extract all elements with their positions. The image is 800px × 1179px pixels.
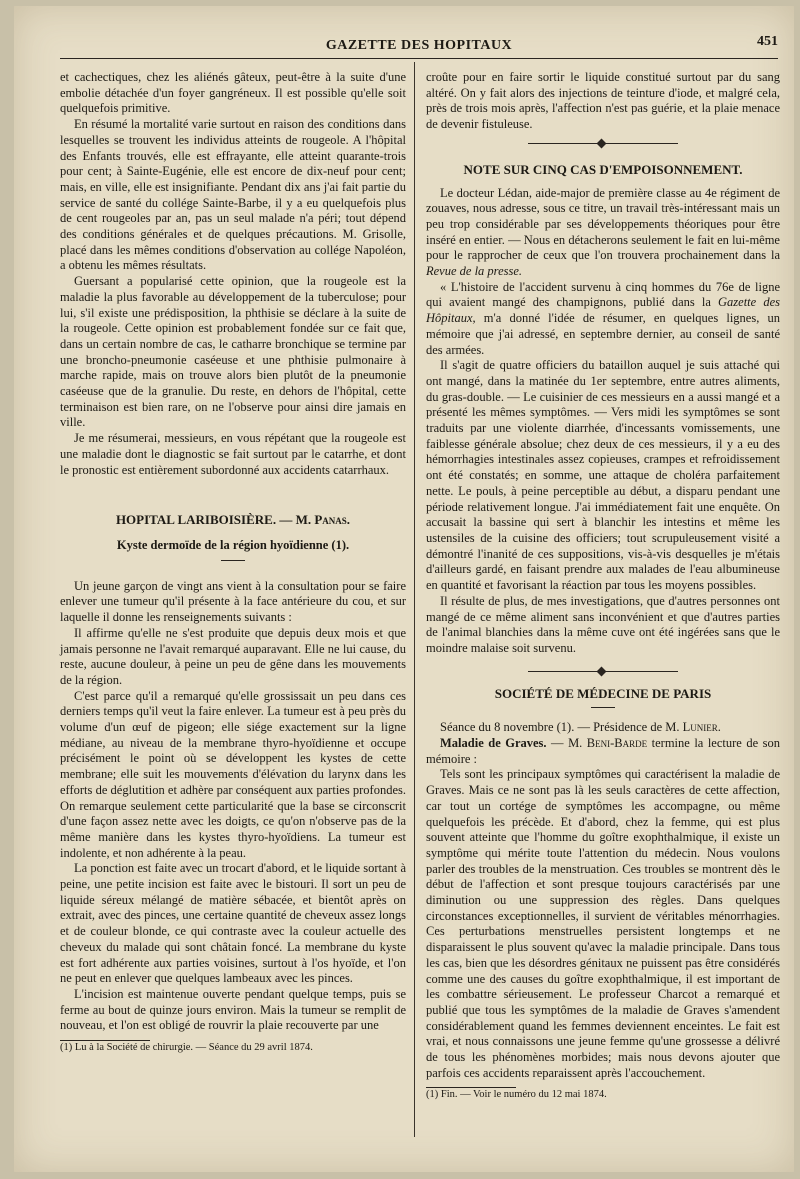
paragraph: En résumé la mortalité varie surtout en raison des conditions dans lesquelles se trouvent les individus atteints de rougeole. A l'hôpital des Enfants trouvés, elle est effrayante, elle atteint quarante-trois pour cent; à Sainte-Eugénie, elle est encore de dix-neuf pour cent; mais, en ville, elle est insignifiante. Pendant dix ans j'ai fait partie du service de santé du collége Sainte-Barbe, il y a eu quelquefois plus de cent rougeoles par an, pas un seul malade n'a péri; tout dépend des conditions générales et de quelques précautions. M. Grisolle, placé dans les mêmes conditions d'observation au collége Napoléon, a obtenu les mêmes résultats. (60, 117, 406, 273)
paragraph: Guersant a popularisé cette opinion, que la rougeole est la maladie la plus favorable au développement de la tuberculose; pour lui, s'il existe une prédisposition, la phthisie se déclare à la suite de la rougeole. Cette opinion est probablement fondée sur ce fait que, dans un certain nombre de cas, le catharre bronchique se termine par une broncho-pneumonie caséeuse et une phthisie pulmonaire à marche rapide, mais on trouve alors bien plutôt de la pneumonie caséeuse que de la granulie. Du reste, en dehors de l'hôpital, cette terminaison est bien rare, on ne l'observe pour ainsi dire jamais en ville. (60, 274, 406, 430)
section-doctor: Panas. (314, 512, 351, 528)
case-title: Kyste dermoïde de la région hyoïdienne (1). (116, 537, 350, 552)
page-header (60, 32, 778, 59)
president-name: Lunier. (682, 720, 721, 735)
journal-name: Gazette des Hôpitaux, (426, 295, 780, 326)
paragraph: Il affirme qu'elle ne s'est produite que depuis deux mois et que jamais personne ne l'avait remarqué auparavant. Elle ne lui cause, du reste, aucune douleur, à peine un peu de gêne dans les mouvements de la région. (60, 625, 406, 687)
text-run: « L'histoire de l'accident survenu à cinq hommes du 76e de ligne qui avaient mangé des champignons, publié dans la (426, 279, 780, 310)
paragraph (426, 720, 780, 736)
paragraph: Un jeune garçon de vingt ans vient à la consultation pour se faire enlever une tumeur qu'il présente à la face antérieure du cou, et sur laquelle il donne les renseignements suivants : (60, 578, 406, 625)
paragraph: Il s'agit de quatre officiers du bataillon auquel je suis attaché qui ont mangé, dans la matinée du 1er septembre, entre autres aliments, du gras-double. — Le cuisinier de ces messieurs en a aussi mangé et a présenté les mêmes symptômes. — Vers midi les symptômes se sont traduits par une violente diarrhée, d'incessants vomissements, une faiblesse générale absolue; chez deux de ces messieurs, il y a eu des hémorrhagies intestinales assez copieuses, crampes et refroidissement ont été constatés; en somme, une attaque de choléra parfaitement nette. Le pouls, à peine perceptible au début, a disparu pendant une période relativement longue. J'ai immédiatement fait une enquête. On accusait la bassine qui sert à blanchir les intestins et même les ustensiles de la cuisine des officiers; tout scrupuleusement visité a démontré l'inanité de ces suppositions, vis-à-vis desquelles je m'étais d'ailleurs gardé, en faisant prendre aux malades de l'eau albumineuse en quantité et favorisant la réaction par tous les moyens possibles. (426, 358, 780, 593)
paragraph: Tels sont les principaux symptômes qui caractérisent la maladie de Graves. Mais ce ne sont pas là les seuls caractères de cette affection, car tout un cortége de symptômes les accompagne, ou même quelquefois les précède. Et d'abord, chez la femme, qui est plus souvent atteinte que l'homme du goître exophthalmique, il existe un symptôme qui mérite toute l'attention du médecin. Nous voulons parler des troubles de la menstruation. Ces troubles se montrent dès le début de l'affection et sont presque toujours caractérisés par une diminution ou une suppression des règles. Dans quelques circonstances exceptionnelles, il survient de véritables ménorrhagies. Ces perturbations menstruelles persistent longtemps et ne disparaissent le plus souvent qu'avec la maladie principale. Dans tous les cas, bien que les désordres génitaux ne puissent pas être considérés comme une des causes du goître exophthalmique, il est important de les combattre sérieusement. Le professeur Charcot a remarqué et publié que tous les symptômes de la maladie de Graves s'amendent considérablement quand les femmes deviennent enceintes. Le fait est vrai, et nous connaissons une jeune femme qu'une grossesse a délivré de tous les phénomènes morbides; mais nous devons ajouter que parfois ces accidents reparaissent après l'accouchement. (426, 767, 780, 1080)
text-run: Le docteur Lédan, aide-major de première classe au 4e régiment de zouaves, nous adresse, sous ce titre, un travail très-intéressant mais un peu trop considérable par ses développements théoriques pour être inséré en entier. — Nous en détacherons seulement le fait en lui-même pour le rapprocher de ceux que l'on trouvera prochainement dans la (426, 185, 780, 263)
paragraph: et cachectiques, chez les aliénés gâteux, peut-être à la suite d'une embolie détachée d'un foyer gangréneux. Il est possible qu'elle soit quelquefois primitive. (60, 70, 406, 116)
paragraph (426, 280, 780, 359)
paragraph: L'incision est maintenue ouverte pendant quelque temps, puis se ferme au bout de quinze jours environ. Mais la tumeur se remplit de nouveau, et l'on est obligé de rouvrir la plaie recouverte par une (60, 986, 406, 1033)
column-divider (414, 62, 415, 1137)
text-run: — (546, 736, 569, 751)
section-heading: NOTE SUR CINQ CAS D'EMPOISONNEMENT. (463, 161, 743, 177)
left-column (60, 70, 406, 1054)
text-run: termine la lecture de son mémoire : (426, 736, 780, 766)
section-heading (60, 512, 406, 528)
paragraph (426, 186, 780, 280)
newspaper-page (14, 6, 794, 1172)
page-number: 451 (757, 34, 778, 49)
paragraph: C'est parce qu'il a remarqué qu'elle grossissait un peu dans ces derniers temps qu'il veut la faire enlever. La tumeur est à peu près du volume d'un œuf de pigeon; elle siége exactement sur la ligne médiane, au niveau de la membrane thyro-hyoïdienne et occupe précisément le point où se développent les kystes de cette membrane; elle suit les mouvements d'élévation du larynx dans les efforts de déglutition et adhère par conséquent aux parties profondes. On remarque seulement cette particularité que la base se circonscrit d'une façon assez nette avec les doigts, ce qu'on n'observe pas de la même manière dans les kystes thyro-hyoïdiens. La tumeur est indolente, et non adhérente à la peau. (60, 688, 406, 860)
right-column (426, 70, 780, 1101)
text-run: Séance du 8 novembre (1). — Présidence de M. (440, 720, 683, 735)
section-heading: SOCIÉTÉ DE MÉDECINE DE PARIS (494, 685, 712, 701)
text-run: m'a donné l'idée de résumer, en quelques lignes, un mémoire que j'ai adressé, en septembre dernier, au conseil de santé des armées. (426, 311, 780, 357)
section-hospital: HOPITAL LARIBOISIÈRE. — M. (115, 512, 315, 528)
paragraph: La ponction est faite avec un trocart d'abord, et le liquide sortant à peine, une petite incision est faite avec le bistouri. Il sort un peu de liquide séreux mélangé de matière sébacée, et bientôt après on extrait, avec des pinces, une certaine quantité de cheveux assez longs et de couleur blonde, ce qui contraste avec la couleur actuelle des cheveux du malade qui sont châtain foncé. La membrane du kyste est fort adhérente aux parties voisines, surtout à l'os hyoïde, et l'on ne peut en enlever que quelques lambeaux avec les pinces. (60, 861, 406, 986)
journal-name: Revue de la presse. (426, 264, 523, 279)
ornamental-rule (528, 143, 678, 144)
paragraph: Il résulte de plus, de mes investigations, que d'autres personnes ont mangé de ce même aliment sans inconvénient et que d'autres parties de l'animal blanchies dans la même cuve ont été ingérées sans que le moindre malaise soit survenu. (426, 593, 780, 655)
topic-title: Maladie de Graves. (440, 736, 547, 751)
footnote: (1) Fin. — Voir le numéro du 12 mai 1874. (426, 1089, 607, 1101)
ornamental-rule (528, 671, 678, 672)
running-title: GAZETTE DES HOPITAUX (325, 38, 513, 53)
paragraph: Je me résumerai, messieurs, en vous répétant que la rougeole est une maladie dont le diagnostic se fait surtout par le catarrhe, et dont le pronostic est entièrement subordonné aux accidents catarrhaux. (60, 431, 406, 477)
paragraph (426, 736, 780, 767)
speaker-name: M. Beni-Barde (568, 736, 648, 751)
footnote: (1) Lu à la Société de chirurgie. — Séance du 29 avril 1874. (60, 1042, 313, 1054)
paragraph: croûte pour en faire sortir le liquide constitué surtout par du sang altéré. On y fait alors des injections de teinture d'iode, et malgré cela, près de trois mois après, l'affection n'est pas guérie, et la plaie menace de devenir fistuleuse. (426, 70, 780, 132)
